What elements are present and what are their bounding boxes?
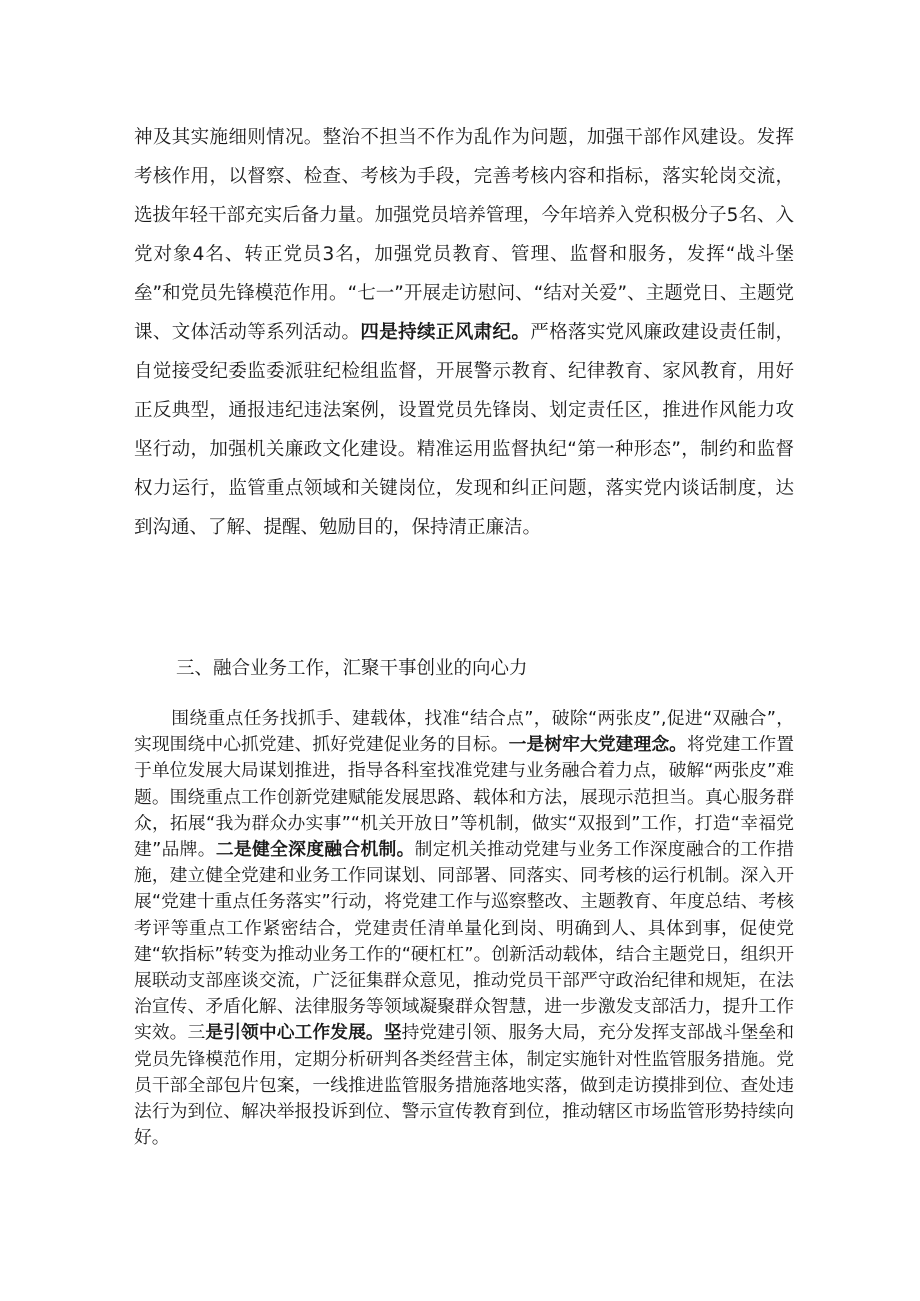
paragraph-text: 制定机关推动党建与业务工作深度融合的工作措施，建立健全党建和业务工作同谋划、同部署、同落实、同考核的运行机制。深入开展“党建十重点任务落实”行动，将党建工作与巡察整改、主题教育、年度总结、考核考评等重点工作紧密结合，党建责任清单量化到岗、明确到人、具体到事，促使党建“软指标”转变为推动业务工作的“硬杠杠”。创新活动载体，结合主题党日，组织开展联动支部座谈交流，广泛征集群众意见，推动党员干部严守政治纪律和规矩，在法治宣传、矛盾化解、法律服务等领域凝聚群众智慧，进一步激发支部活力，提升工作实效。三 [134,839,794,1044]
bold-lead: 四是持续正风肃纪。 [360,322,531,343]
paragraph-business-integration [134,706,794,1151]
paragraph-text: 持党建引领、服务大局，充分发挥支部战斗堡垒和党员先锋模范作用，定期分析研判各类经营主体，制定实施针对性监管服务措施。党员干部全部包片包案，一线推进监管服务措施落地实落，做到走访摸排到位、查处违法行为到位、解决举报投诉到位、警示宣传教育到位，推动辖区市场监管形势持续向好。 [134,1022,794,1149]
bold-lead: 一是树牢大党建理念。 [508,734,687,756]
bold-lead: 二是健全深度融合机制。 [215,839,415,861]
bold-lead: 是引领中心工作发展。坚 [205,1022,402,1044]
paragraph-text: 严格落实党风廉政建设责任制，自觉接受纪委监委派驻纪检组监督，开展警示教育、纪律教育、家风教育，用好正反典型，通报违纪违法案例，设置党员先锋岗、划定责任区，推进作风能力攻坚行动，加强机关廉政文化建设。精准运用监督执纪“第一种形态”，制约和监督权力运行，监管重点领域和关键岗位，发现和纠正问题，落实党内谈话制度，达到沟通、了解、提醒、勉励目的，保持清正廉洁。 [134,322,794,538]
section-heading: 三、融合业务工作，汇聚干事创业的向心力 [176,658,528,679]
paragraph-text: 将党建工作置于单位发展大局谋划推进，指导各科室找准党建与业务融合着力点，破解“两张皮”难题。围绕重点工作创新党建赋能发展思路、载体和方法，展现示范担当。真心服务群众，拓展“我为群众办实事”“机关开放日”等机制，做实“双报到”工作，打造“幸福党建”品牌。 [134,734,794,861]
paragraph-text: 围绕重点任务找抓手、建载体，找准“结合点”，破除“两张皮”,促进“双融合”，实现围绕中心抓党建、抓好党建促业务的目标。 [134,708,794,756]
paragraph-text: 神及其实施细则情况。整治不担当不作为乱作为问题，加强干部作风建设。发挥考核作用，以督察、检查、考核为手段，完善考核内容和指标，落实轮岗交流，选拔年轻干部充实后备力量。加强党员培养管理，今年培养入党积极分子5名、入党对象4名、转正党员3名，加强党员教育、管理、监督和服务，发挥“战斗堡垒”和党员先锋模范作用。“七一”开展走访慰问、“结对关爱”、主题党日、主题党课、文体活动等系列活动。 [134,127,794,343]
paragraph-party-discipline [134,118,794,547]
